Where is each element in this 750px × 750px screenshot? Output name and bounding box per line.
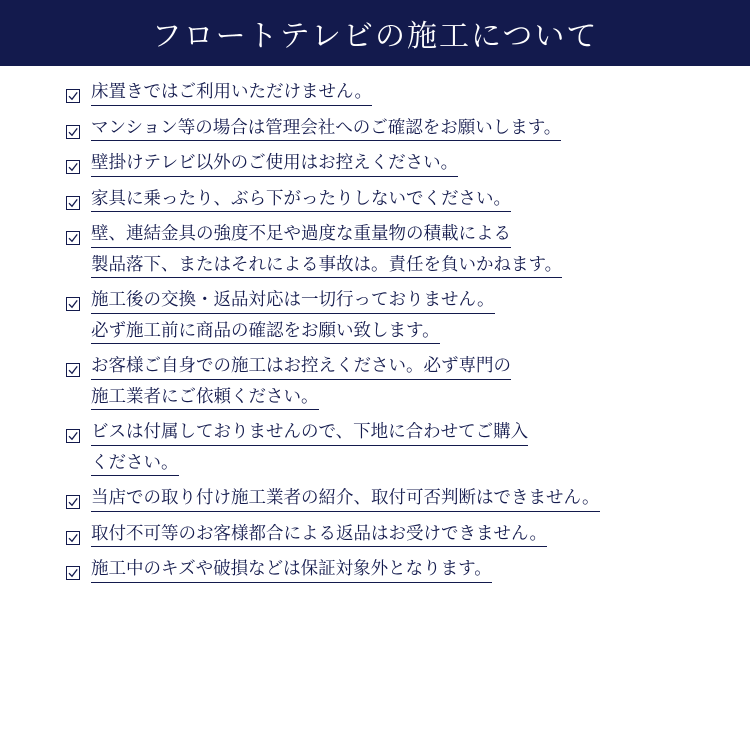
- checkbox-check-icon: [66, 297, 80, 311]
- list-item-line: 施工後の交換・返品対応は一切行っておりません。: [91, 292, 495, 314]
- list-item: [0, 188, 750, 213]
- list-item: [0, 155, 750, 177]
- list-item-line: 当店での取り付け施工業者の紹介、取付可否判断はできません。: [91, 490, 600, 512]
- list-item-line: 壁、連結金具の強度不足や過度な重量物の積載による: [91, 226, 511, 248]
- notes-list: [0, 66, 750, 583]
- list-item-line: 家具に乗ったり、ぶら下がったりしないでください。: [91, 191, 511, 213]
- list-item-line: 必ず施工前に商品の確認をお願い致します。: [91, 323, 440, 345]
- checkbox-check-icon: [66, 495, 80, 509]
- list-item-line: 製品落下、またはそれによる事故は。責任を負いかねます。: [91, 257, 562, 279]
- list-item-text: [91, 358, 710, 410]
- list-item-text: [91, 490, 710, 512]
- list-item-text: [91, 117, 710, 142]
- list-item: [0, 358, 750, 410]
- list-item: [0, 84, 750, 106]
- list-item-text: [91, 523, 710, 548]
- checkbox-check-icon: [66, 160, 80, 174]
- checkbox-check-icon: [66, 531, 80, 545]
- list-item: [0, 117, 750, 142]
- list-item-line: 施工中のキズや破損などは保証対象外となります。: [91, 561, 492, 583]
- list-item: [0, 561, 750, 583]
- list-item: [0, 226, 750, 278]
- list-item-line: 取付不可等のお客様都合による返品はお受けできません。: [91, 526, 547, 548]
- list-item-line: マンション等の場合は管理会社へのご確認をお願いします。: [91, 120, 561, 142]
- list-item-text: [91, 155, 710, 177]
- list-item: [0, 523, 750, 548]
- list-item: [0, 490, 750, 512]
- list-item: [0, 292, 750, 344]
- list-item-text: [91, 561, 710, 583]
- list-item-line: ください。: [91, 455, 179, 477]
- list-item-text: [91, 424, 710, 476]
- list-item: [0, 424, 750, 476]
- list-item-line: 床置きではご利用いただけません。: [91, 84, 372, 106]
- checkbox-check-icon: [66, 429, 80, 443]
- list-item-text: [91, 188, 710, 213]
- checkbox-check-icon: [66, 231, 80, 245]
- list-item-line: 壁掛けテレビ以外のご使用はお控えください。: [91, 155, 458, 177]
- list-item-line: ビスは付属しておりませんので、下地に合わせてご購入: [91, 424, 528, 446]
- list-item-text: [91, 84, 710, 106]
- checkbox-check-icon: [66, 363, 80, 377]
- list-item-text: [91, 226, 710, 278]
- page-title: フロートテレビの施工について: [151, 19, 599, 54]
- list-item-text: [91, 292, 710, 344]
- checkbox-check-icon: [66, 566, 80, 580]
- checkbox-check-icon: [66, 89, 80, 103]
- list-item-line: 施工業者にご依頼ください。: [91, 389, 319, 411]
- page-header: [0, 0, 750, 66]
- checkbox-check-icon: [66, 196, 80, 210]
- checkbox-check-icon: [66, 125, 80, 139]
- list-item-line: お客様ご自身での施工はお控えください。必ず専門の: [91, 358, 511, 380]
